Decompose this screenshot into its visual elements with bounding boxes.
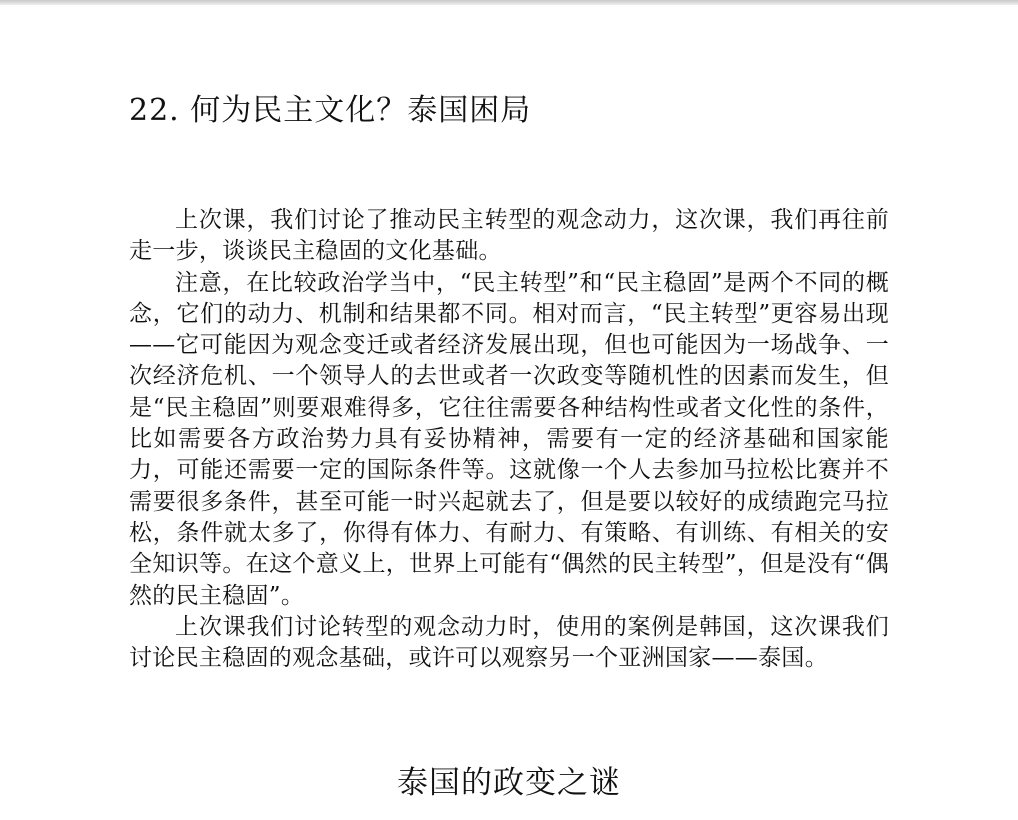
paragraph-3: 上次课我们讨论转型的观念动力时，使用的案例是韩国，这次课我们讨论民主稳固的观念基础，或许可以观察另一个亚洲国家——泰国。: [129, 613, 889, 672]
chapter-title: 22. 何为民主文化？泰国困局: [129, 93, 532, 128]
section-title: 泰国的政变之谜: [397, 765, 621, 801]
paragraph-2: 注意，在比较政治学当中，“民主转型”和“民主稳固”是两个不同的概念，它们的动力、机制和结果都不同。相对而言，“民主转型”更容易出现——它可能因为观念变迁或者经济发展出现，但也可能因为一场战争、一次经济危机、一个领导人的去世或者一次政变等随机性的因素而发生，但是“民主稳固”则要艰难得多，它往往需要各种结构性或者文化性的条件，比如需要各方政治势力具有妥协精神，需要有一定的经济基础和国家能力，可能还需要一定的国际条件等。这就像一个人去参加马拉松比赛并不需要很多条件，甚至可能一时兴起就去了，但是要以较好的成绩跑完马拉松，条件就太多了，你得有体力、有耐力、有策略、有训练、有相关的安全知识等。在这个意义上，世界上可能有“偶然的民主转型”，但是没有“偶然的民主稳固”。: [129, 269, 889, 609]
body-text: [129, 205, 889, 674]
paragraph-1: 上次课，我们讨论了推动民主转型的观念动力，这次课，我们再往前走一步，谈谈民主稳固的文化基础。: [129, 207, 889, 265]
page-top-edge: [0, 0, 1018, 5]
